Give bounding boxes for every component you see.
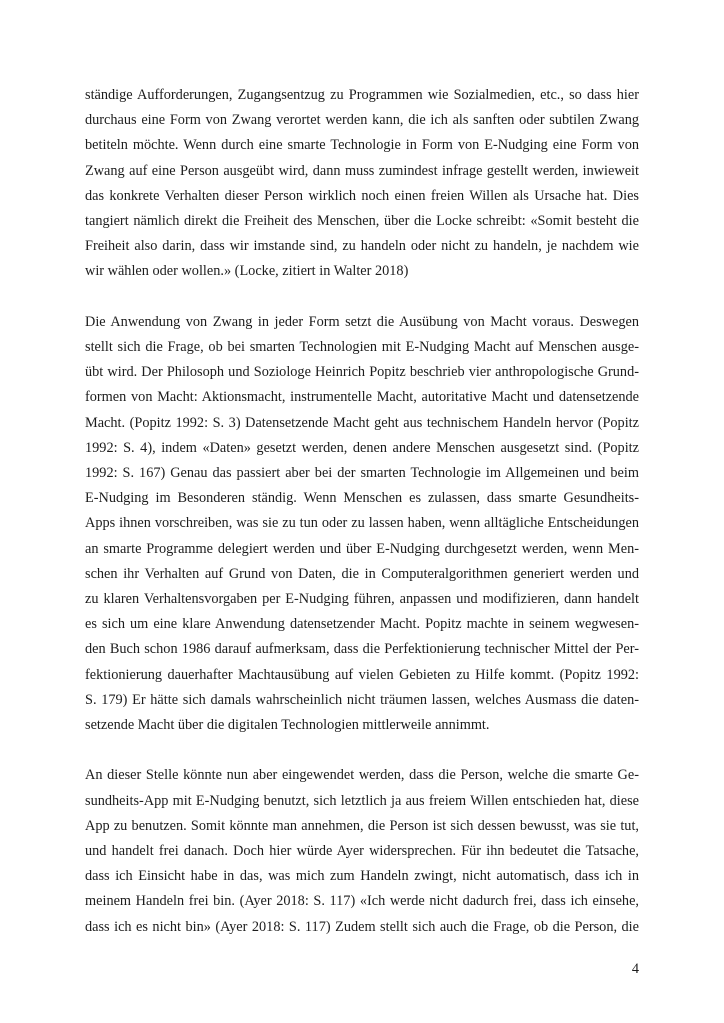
- text-line: tangiert nämlich direkt die Freiheit des Menschen, über die Locke schreibt: «Somit besteht die: [85, 213, 639, 230]
- text-line: Apps ihnen vorschreiben, was sie zu tun oder zu lassen haben, wenn alltägliche Entscheidungen: [85, 515, 639, 532]
- page-footer: [85, 957, 639, 982]
- text-line: übt wird. Der Philosoph und Soziologe Heinrich Popitz beschrieb vier anthropologische Grund-: [85, 364, 639, 381]
- paragraph: [85, 83, 639, 285]
- text-line: Zwang auf eine Person ausgeübt wird, dann muss zumindest infrage gestellt werden, inwieweit: [85, 162, 639, 179]
- text-line: dass ich es nicht bin» (Ayer 2018: S. 117) Zudem stellt sich auch die Frage, ob die Person, die: [85, 918, 639, 935]
- text-line: es sich um eine klare Anwendung datensetzender Macht. Popitz machte in seinem wegwesen-: [85, 616, 639, 633]
- text-line: sundheits-App mit E-Nudging benutzt, sich letztlich ja aus freiem Willen entschieden hat, diese: [85, 792, 639, 809]
- text-line: durchaus eine Form von Zwang verortet werden kann, die ich als sanften oder subtilen Zwang: [85, 112, 639, 129]
- text-line: App zu benutzen. Somit könnte man annehmen, die Person ist sich dessen bewusst, was sie tut,: [85, 817, 639, 834]
- text-line: S. 179) Er hätte sich damals wahrscheinlich nicht träumen lassen, welches Ausmass die daten-: [85, 691, 639, 708]
- text-line: meinem Handeln frei bin. (Ayer 2018: S. 117) «Ich werde nicht dadurch frei, dass ich einsehe,: [85, 893, 639, 910]
- text-line: schen ihr Verhalten auf Grund von Daten, die in Computeralgorithmen generiert werden und: [85, 565, 639, 582]
- text-line: Freiheit also darin, dass wir imstande sind, zu handeln oder nicht zu handeln, je nachdem wie: [85, 238, 639, 255]
- paragraph: [85, 763, 639, 939]
- text-line: dass ich Einsicht habe in das, was mich zum Handeln zwingt, nicht automatisch, dass ich in: [85, 868, 639, 885]
- text-line: betiteln möchte. Wenn durch eine smarte Technologie in Form von E-Nudging eine Form von: [85, 137, 639, 154]
- text-line: ständige Aufforderungen, Zugangsentzug zu Programmen wie Sozialmedien, etc., so dass hier: [85, 87, 639, 103]
- text-line: den Buch schon 1986 darauf aufmerksam, dass die Perfektionierung technischer Mittel der Per-: [85, 641, 639, 658]
- text-line: 1992: S. 167) Genau das passiert aber bei der smarten Technologie im Allgemeinen und beim: [85, 465, 639, 482]
- document-body: [85, 83, 639, 965]
- paragraph: [85, 310, 639, 738]
- text-line: formen von Macht: Aktionsmacht, instrumentelle Macht, autoritative Macht und datensetzende: [85, 389, 639, 406]
- text-line: zu klaren Verhaltensvorgaben per E-Nudging führen, anpassen und modifizieren, dann handelt: [85, 591, 639, 608]
- text-line: Macht. (Popitz 1992: S. 3) Datensetzende Macht geht aus technischem Handeln hervor (Popitz: [85, 414, 639, 431]
- text-line: das konkrete Verhalten dieser Person wirklich noch einen freien Willen als Ursache hat. Dies: [85, 187, 639, 204]
- text-line: und handelt frei danach. Doch hier würde Ayer widersprechen. Für ihn bedeutet die Tatsache,: [85, 843, 639, 860]
- text-line: An dieser Stelle könnte nun aber eingewendet werden, dass die Person, welche die smarte Ge-: [85, 767, 639, 784]
- text-line: E-Nudging im Besonderen ständig. Wenn Menschen es zulassen, dass smarte Gesundheits-: [85, 490, 639, 507]
- text-line: 1992: S. 4), indem «Daten» gesetzt werden, denen andere Menschen ausgesetzt sind. (Popitz: [85, 439, 639, 456]
- text-line: Die Anwendung von Zwang in jeder Form setzt die Ausübung von Macht voraus. Deswegen: [85, 313, 639, 330]
- text-line: wir wählen oder wollen.» (Locke, zitiert in Walter 2018): [85, 263, 409, 280]
- text-line: fektionierung dauerhafter Machtausübung auf vielen Gebieten zu Hilfe kommt. (Popitz 1992:: [85, 666, 639, 683]
- page-number: 4: [631, 961, 639, 977]
- text-line: an smarte Programme delegiert werden und über E-Nudging durchgesetzt werden, wenn Men-: [85, 540, 639, 557]
- text-line: stellt sich die Frage, ob bei smarten Technologien mit E-Nudging Macht auf Menschen ausge-: [85, 339, 639, 356]
- text-line: setzende Macht über die digitalen Technologien mittlerweile annimmt.: [85, 717, 490, 734]
